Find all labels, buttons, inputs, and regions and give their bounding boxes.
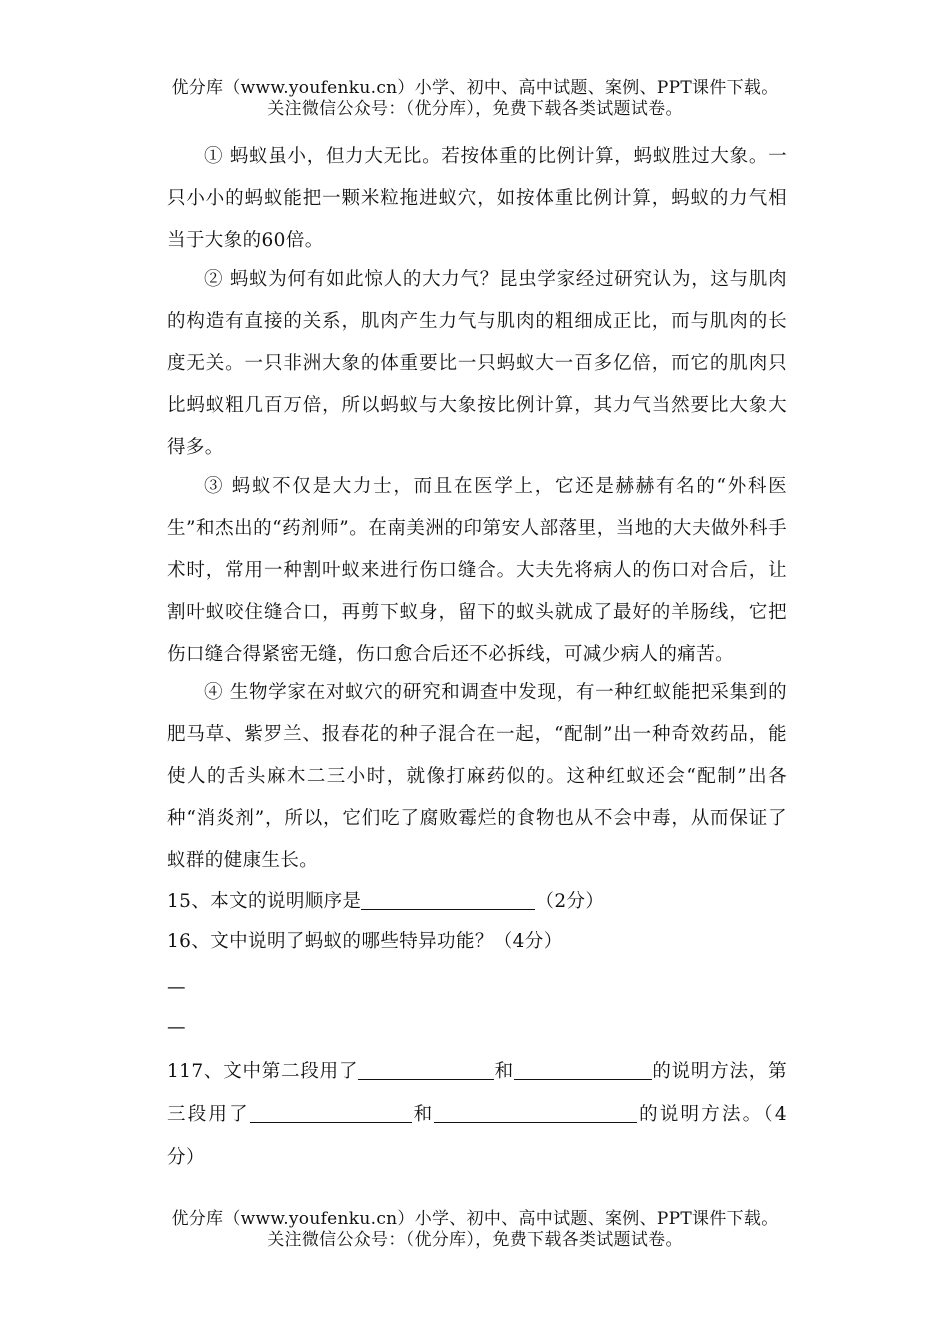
question-17-and-2: 和 xyxy=(411,1104,435,1125)
question-17-middle: 的说明方法，第三段用了 xyxy=(167,1061,787,1125)
header-line-2: 关注微信公众号：（优分库），免费下载各类试题试卷。 xyxy=(267,99,683,119)
answer-blank-17d[interactable] xyxy=(434,1102,637,1123)
passage-paragraph-1: ① 蚂蚁虽小，但力大无比。若按体重的比例计算，蚂蚁胜过大象。一只小小的蚂蚁能把一颗米粒拖进蚁穴，如按体重比例计算，蚂蚁的力气相当于大象的60倍。 xyxy=(167,146,787,251)
answer-blank-17a[interactable] xyxy=(358,1059,494,1080)
answer-blank-17b[interactable] xyxy=(514,1059,652,1080)
question-16: 16、文中说明了蚂蚁的哪些特异功能？（4分） xyxy=(167,931,563,952)
header-line-1: 优分库（www.youfenku.cn）小学、初中、高中试题、案例、PPT课件下载。 xyxy=(171,78,779,98)
footer-line-2: 关注微信公众号：（优分库），免费下载各类试题试卷。 xyxy=(267,1230,683,1250)
document-body xyxy=(167,136,787,1179)
answer-line-2[interactable]: — xyxy=(167,1017,186,1038)
footer-line-1: 优分库（www.youfenku.cn）小学、初中、高中试题、案例、PPT课件下载。 xyxy=(171,1209,779,1229)
question-17-text: 117、文中第二段用了 xyxy=(167,1061,359,1082)
answer-line-1[interactable]: — xyxy=(167,977,186,998)
passage-paragraph-3: ③ 蚂蚁不仅是大力士，而且在医学上，它还是赫赫有名的“外科医生”和杰出的“药剂师”。在南美洲的印第安人部落里，当地的大夫做外科手术时，常用一种割叶蚁来进行伤口缝合。大夫先将病人的伤口对合后，让割叶蚁咬住缝合口，再剪下蚁身，留下的蚁头就成了最好的羊肠线，它把伤口缝合得紧密无缝，伤口愈合后还不必拆线，可减少病人的痛苦。 xyxy=(167,476,787,665)
question-17-and-1: 和 xyxy=(494,1061,514,1082)
passage-paragraph-4: ④ 生物学家在对蚁穴的研究和调查中发现，有一种红蚁能把采集到的肥马草、紫罗兰、报春花的种子混合在一起，“配制”出一种奇效药品，能使人的舌头麻木二三小时，就像打麻药似的。这种红蚁还会“配制”出各种“消炎剂”，所以，它们吃了腐败霉烂的食物也从不会中毒，从而保证了蚁群的健康生长。 xyxy=(167,682,787,871)
answer-blank-15[interactable] xyxy=(361,889,535,910)
question-15-text: 15、本文的说明顺序是 xyxy=(167,891,362,912)
question-17 xyxy=(167,1050,787,1179)
question-15-score: （2分） xyxy=(535,891,605,912)
answer-blank-17c[interactable] xyxy=(250,1102,412,1123)
page-header xyxy=(0,78,950,120)
question-17-score: 的说明方法。（4分） xyxy=(167,1104,787,1168)
passage-paragraph-2: ② 蚂蚁为何有如此惊人的大力气？昆虫学家经过研究认为，这与肌肉的构造有直接的关系，肌肉产生力气与肌肉的粗细成正比，而与肌肉的长度无关。一只非洲大象的体重要比一只蚂蚁大一百多亿倍，而它的肌肉只比蚂蚁粗几百万倍，所以蚂蚁与大象按比例计算，其力气当然要比大象大得多。 xyxy=(167,269,787,458)
question-15 xyxy=(167,882,787,922)
page-footer xyxy=(0,1209,950,1251)
